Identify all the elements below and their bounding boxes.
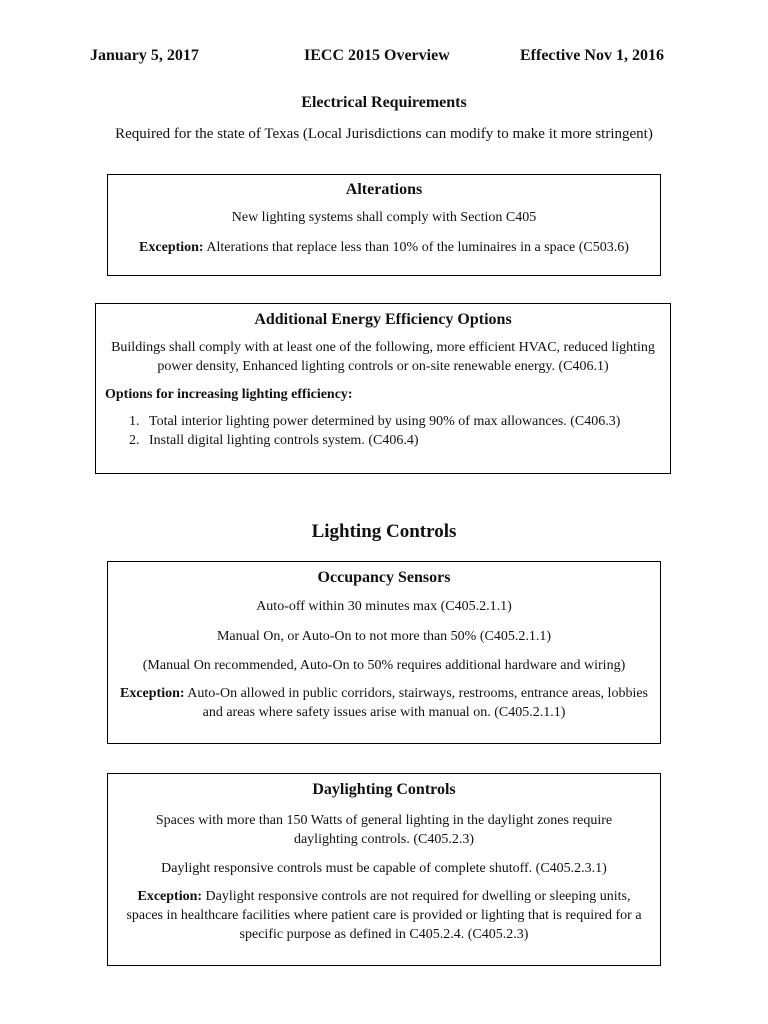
header-date: January 5, 2017: [90, 47, 199, 64]
exception-text: Daylight responsive controls are not required for dwelling or sleeping units, spaces in healthcare facilities where patient care is provided or lighting that is required for a specific purpose as defined in C405.2.4. (C405.2.3): [126, 889, 642, 942]
occupancy-sensors-box: [107, 561, 661, 744]
occupancy-exception: [118, 684, 650, 722]
daylighting-controls-box: [107, 773, 661, 966]
exception-text: Auto-On allowed in public corridors, stairways, restrooms, entrance areas, lobbies and areas where safety issues arise with manual on. (C405.2.1.1): [184, 686, 648, 720]
daylighting-line1: Spaces with more than 150 Watts of general lighting in the daylight zones require daylighting controls. (C405.2.3): [155, 813, 613, 847]
exception-text: Alterations that replace less than 10% of the luminaires in a space (C503.6): [203, 240, 629, 255]
daylighting-line2: Daylight responsive controls must be capable of complete shutoff. (C405.2.3.1): [161, 861, 607, 876]
occupancy-line2: Manual On, or Auto-On to not more than 50% (C405.2.1.1): [216, 629, 551, 644]
alterations-text: New lighting systems shall comply with Section C405: [231, 210, 537, 225]
list-item: 2. Install digital lighting controls system. (C406.4): [143, 431, 661, 450]
exception-label: Exception:: [139, 240, 204, 255]
exception-label: Exception:: [137, 889, 203, 904]
alterations-box: [107, 174, 661, 276]
lighting-controls-heading: Lighting Controls: [311, 521, 457, 542]
subtitle: Required for the state of Texas (Local Jurisdictions can modify to make it more stringent): [115, 126, 653, 142]
daylighting-title: Daylighting Controls: [312, 781, 456, 798]
exception-label: Exception:: [120, 686, 185, 701]
header-title: IECC 2015 Overview: [304, 47, 450, 64]
options-list: [105, 412, 661, 450]
list-item: 1. Total interior lighting power determined by using 90% of max allowances. (C406.3): [143, 412, 661, 431]
occupancy-line1: Auto-off within 30 minutes max (C405.2.1.1): [256, 599, 512, 614]
alterations-title: Alterations: [345, 181, 423, 198]
occupancy-line3: (Manual On recommended, Auto-On to 50% requires additional hardware and wiring): [142, 658, 626, 673]
energy-options-text: Buildings shall comply with at least one of the following, more efficient HVAC, reduced lighting power density, Enhanced lighting controls or on-site renewable energy. (C406.1): [111, 340, 655, 374]
daylighting-exception: [118, 887, 650, 944]
header-effective: Effective Nov 1, 2016: [520, 47, 664, 64]
energy-options-title: Additional Energy Efficiency Options: [254, 311, 512, 328]
section-title: Electrical Requirements: [301, 94, 467, 111]
energy-options-box: [95, 303, 671, 474]
options-label: Options for increasing lighting efficiency:: [105, 387, 353, 402]
alterations-exception: [118, 238, 650, 257]
occupancy-title: Occupancy Sensors: [317, 569, 451, 586]
